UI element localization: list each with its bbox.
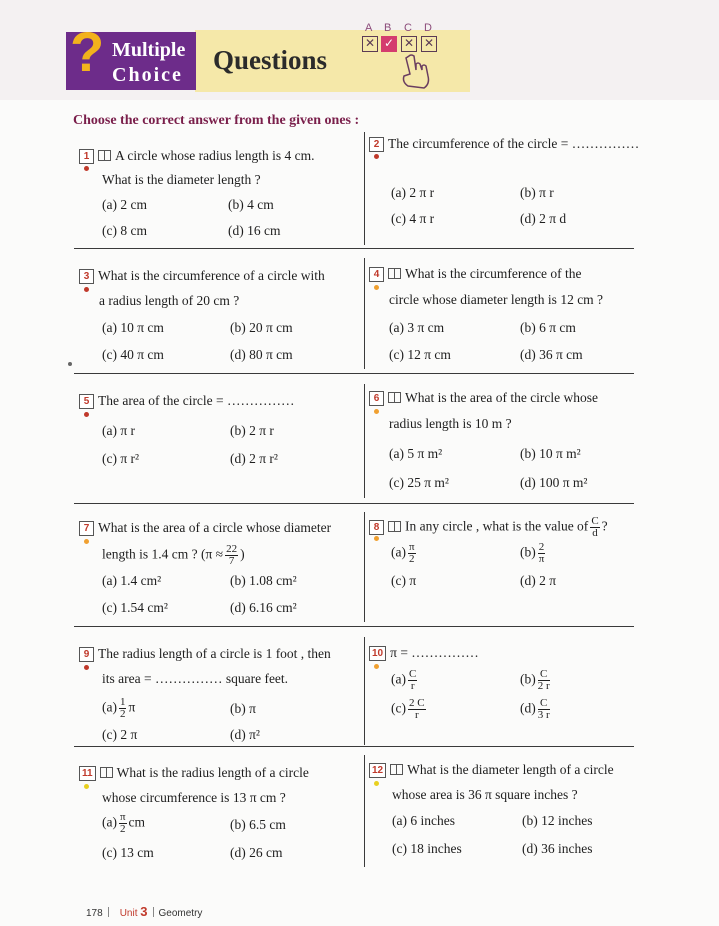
book-icon [390,764,403,775]
option-b[interactable]: (b) $\frac{2}{\pi}$ [520,541,545,565]
option-b[interactable]: (b) 10 π m² [520,446,581,461]
page-number: 178 [86,908,103,919]
book-icon [388,392,401,403]
letter-a: A [365,22,373,34]
option-c[interactable]: (c) 13 cm [102,845,154,860]
question-number: 4 [369,267,384,282]
question-text: What is the circumference of the [405,266,582,281]
cross-icon: ✕ [401,36,417,52]
question-number: 9 [79,647,94,662]
cross-icon: ✕ [421,36,437,52]
letter-b: B [384,22,392,34]
marker-dot [374,664,379,669]
option-b[interactable]: (b) 6 π cm [520,320,576,335]
badge-line-2: Choice [112,64,183,86]
question-number: 8 [369,520,384,535]
speck [68,362,72,366]
option-b[interactable]: (b) 4 cm [228,197,274,212]
option-a[interactable]: (a) π r [102,423,136,438]
option-c[interactable]: (c) 25 π m² [389,475,449,490]
option-c[interactable]: (c) $\frac{2 C}{r}$ [391,697,425,721]
pi-approx-fraction: $\frac{22}{7}$ [226,543,238,567]
option-d[interactable]: (d) $\frac{C}{3 r}$ [520,697,550,721]
option-c[interactable]: (c) π [391,573,417,588]
c-over-d-fraction: $\frac{C}{d}$ [591,515,599,539]
page-footer [86,904,202,919]
column-divider [364,132,365,245]
row-divider [74,503,634,504]
question-text: whose circumference is 13 π cm ? [102,790,286,805]
option-d[interactable]: (d) 16 cm [228,223,281,238]
option-a[interactable]: (a) 10 π cm [102,320,164,335]
question-text: What is the diameter length ? [102,172,261,187]
letter-c: C [404,22,412,34]
option-d[interactable]: (d) 80 π cm [230,347,293,362]
option-c[interactable]: (c) 1.54 cm² [102,600,168,615]
marker-dot [84,539,89,544]
option-a[interactable]: (a) 2 π r [391,185,435,200]
unit-number: 3 [140,904,148,919]
column-divider [364,637,365,745]
option-d[interactable]: (d) 36 π cm [520,347,583,362]
option-d[interactable]: (d) 6.16 cm² [230,600,297,615]
question-number: 1 [79,149,94,164]
question-text: whose area is 36 π square inches ? [392,787,578,802]
option-a[interactable]: (a) 2 cm [102,197,147,212]
option-c[interactable]: (c) 2 π [102,727,138,742]
option-a[interactable]: (a) 1.4 cm² [102,573,162,588]
row-divider [74,248,634,249]
question-text: What is the area of the circle whose [405,390,599,405]
option-a[interactable]: (a) $\frac{\pi}{2}$ cm [102,811,146,835]
option-c[interactable]: (c) 40 π cm [102,347,164,362]
option-d[interactable]: (d) 2 π r² [230,451,278,466]
option-b[interactable]: (b) 2 π r [230,423,274,438]
option-b[interactable]: (b) 12 inches [522,813,593,828]
option-d[interactable]: (d) 2 π d [520,211,567,226]
question-number: 12 [369,763,386,778]
option-b[interactable]: (b) π [230,701,256,716]
question-text: circle whose diameter length is 12 cm ? [389,292,604,307]
option-a[interactable]: (a) 5 π m² [389,446,443,461]
option-a[interactable]: (a) $\frac{C}{r}$ [391,668,417,692]
textbook-page: ? Multiple Choice Questions A B C D ✕ ✓ ✕ ✕ Choose the correct answer from the given ones : 1 A circle whose radius length is 4 cm. What is the diameter length ? (a) 2 cm (b) 4 cm (c) 8 cm (d) 16 cm 2 The circumference of the circle = …………… (a) 2 π r (b) π r (c) 4 π r (d) 2 π d 3 What is the circumference of a circle with a radius length of 20 cm ? (a) 10 π cm (b) 20 π cm (c) 40 π cm (d) 80 π cm 4 What is the circumference of the circle whose diameter length is 12 cm ? (a) 3 π cm (b) 6 π cm (c) 12 π cm (d) 36 π cm 5 The area of the circle = …………… (a) π r (b) 2 π r (c) π r² (d) 2 π r² 6 What is the area of the circle whose radius length is 10 m ? (a) 5 π m² (b) 10 π m² (c) 25 π m² (d) 100 π m² 7 What is the area of a circle whose diameter length is 1.4 cm ? (π ≈ $\frac{22}{7}$ ) (a) 1.4 cm² (b) 1.08 cm² (c) 1.54 cm² (d) 6.16 cm² 8 In any circle , what is the value of $\frac{C}{d}$ ? (a) $\frac{\pi}{2}$ (b) $\frac{2}{\pi}$ (c) π (d) 2 π 9 The radius length of a circle is 1 foot , then its area = …………… square feet. (a) $\frac{1}{2}$ π (b) π (c) 2 π (d) π² 10 π = …………… (a) $\frac{C}{r}$ (b) $\frac{C}{2 r}$ (c) $\frac{2 C}{r}$ (d) $\frac{C}{3 r}$ 11 What is the radius length of a circle whose circumference is 13 π cm ? (a) $\frac{\pi}{2}$ cm (b) 6.5 cm (c) 13 cm (d) 26 cm 12 What is the diameter length of a circle whose area is 36 π square inches ? (a) 6 inches (b) 12 inches (c) 18 inches (d) 36 inches 178 Unit 3 Geometry [0,0,719,926]
question-text: What is the circumference of a circle with [98,268,325,283]
marker-dot [374,154,379,159]
question-mark-icon: ? [70,20,105,83]
cross-icon: ✕ [362,36,378,52]
question-text: What is the radius length of a circle [116,765,309,780]
question-text: What is the area of a circle whose diameter [98,520,332,535]
option-d[interactable]: (d) 100 π m² [520,475,588,490]
option-d[interactable]: (d) 26 cm [230,845,283,860]
row-divider [74,746,634,747]
column-divider [364,512,365,622]
column-divider [364,384,365,498]
marker-dot [374,781,379,786]
question-text: π = …………… [390,645,479,660]
option-c[interactable]: (c) 4 π r [391,211,435,226]
marker-dot [84,412,89,417]
row-divider [74,373,634,374]
option-a[interactable]: (a) 3 π cm [389,320,445,335]
column-divider [364,258,365,369]
pointing-hand-icon [398,52,438,92]
marker-dot [374,536,379,541]
unit-label: Unit [119,908,138,919]
marker-dot [374,409,379,414]
question-number: 7 [79,521,94,536]
marker-dot [84,665,89,670]
marker-dot [84,166,89,171]
question-text: What is the diameter length of a circle [407,762,614,777]
book-icon [388,268,401,279]
option-c[interactable]: (c) π r² [102,451,140,466]
option-b[interactable]: (b) $\frac{C}{2 r}$ [520,668,550,692]
option-a[interactable]: (a) 6 inches [392,813,455,828]
option-c[interactable]: (c) 8 cm [102,223,147,238]
letter-d: D [424,22,432,34]
option-b[interactable]: (b) π r [520,185,554,200]
question-number: 11 [79,766,96,781]
badge-line-1: Multiple [112,39,186,61]
check-icon: ✓ [381,36,397,52]
question-text: The radius length of a circle is 1 foot , then [98,646,331,661]
marker-dot [374,285,379,290]
question-text: The circumference of the circle = …………… [388,136,640,151]
option-d[interactable]: (d) π² [230,727,260,742]
option-a[interactable]: (a) $\frac{1}{2}$ π [102,696,136,720]
question-number: 10 [369,646,386,661]
question-text: its area = …………… square feet. [102,671,289,686]
question-number: 2 [369,137,384,152]
question-text: radius length is 10 m ? [389,416,512,431]
question-number: 5 [79,394,94,409]
option-d[interactable]: (d) 2 π [520,573,557,588]
question-number: 6 [369,391,384,406]
column-divider [364,755,365,867]
option-a[interactable]: (a) $\frac{\pi}{2}$ [391,541,415,565]
instruction-text: Choose the correct answer from the given ones : [73,113,360,128]
book-icon [100,767,113,778]
book-icon [388,521,401,532]
question-text: The area of the circle = …………… [98,393,295,408]
book-icon [98,150,111,161]
option-d[interactable]: (d) 36 inches [522,841,593,856]
question-number: 3 [79,269,94,284]
page-title: Questions [213,45,328,75]
option-b[interactable]: (b) 6.5 cm [230,817,286,832]
question-text: In any circle , what is the value of [405,518,589,534]
option-b[interactable]: (b) 20 π cm [230,320,293,335]
marker-dot [84,784,89,789]
question-text: a radius length of 20 cm ? [99,293,240,308]
option-b[interactable]: (b) 1.08 cm² [230,573,297,588]
option-c[interactable]: (c) 12 π cm [389,347,451,362]
question-text: A circle whose radius length is 4 cm. [115,148,315,163]
row-divider [74,626,634,627]
option-c[interactable]: (c) 18 inches [392,841,462,856]
marker-dot [84,287,89,292]
answer-choices-illustration [362,22,452,92]
question-text: length is 1.4 cm ? (π ≈ [102,546,224,562]
section-name: Geometry [158,908,203,919]
